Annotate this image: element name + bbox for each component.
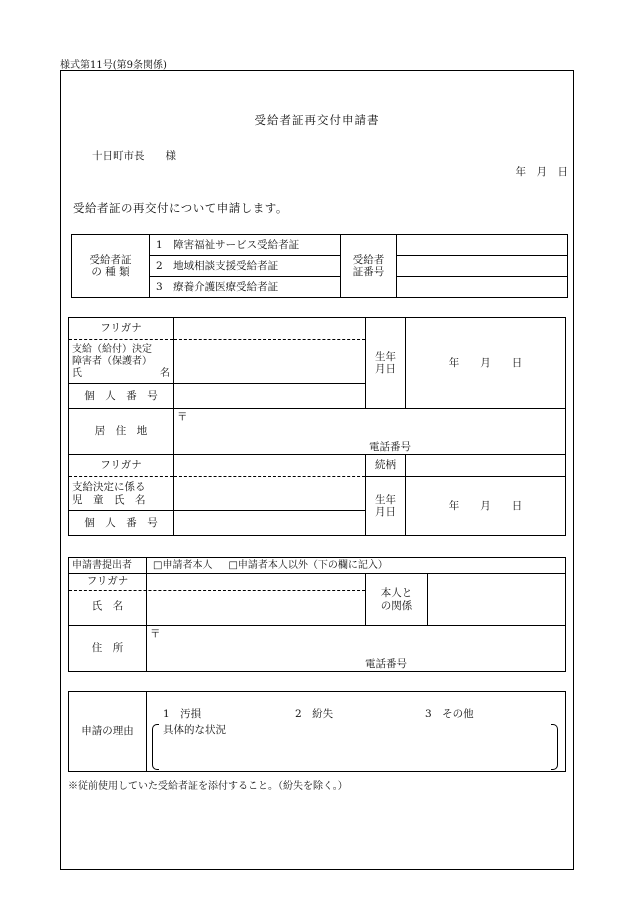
reason-table [68, 691, 566, 772]
child-name-line1: 支給決定に係る [72, 481, 146, 494]
cert-type-label [72, 235, 150, 298]
addressee: 十日町市長 様 [92, 150, 176, 162]
submitter-postal-mark: 〒 [150, 628, 161, 640]
cert-option-2: 2 地域相談支援受給者証 [150, 256, 341, 277]
child-birth-date-field[interactable]: 年 月 日 [406, 477, 566, 536]
applicant-name-line1: 支給（給付）決定 [72, 343, 152, 355]
submitter-phone-label: 電話番号 [365, 657, 407, 670]
cert-option-1: 1 障害福祉サービス受給者証 [150, 235, 341, 256]
personal-number-label: 個 人 番 号 [69, 384, 174, 409]
submitter-relation-field[interactable] [428, 574, 566, 626]
submitter-furigana-label: フリガナ [86, 575, 129, 587]
personal-number-field[interactable] [174, 384, 366, 409]
child-name-label [69, 477, 174, 511]
submitter-name-text: 氏 名 [91, 600, 124, 613]
submitter-address-label: 住 所 [69, 626, 147, 672]
option-self-checkbox[interactable]: □申請者本人 [153, 559, 213, 571]
reason-option-1[interactable]: 1 汚損 [163, 708, 202, 720]
submitter-relation-label [366, 574, 428, 626]
reason-option-3[interactable]: 3 その他 [425, 708, 474, 720]
submitter-options [147, 558, 566, 574]
birth-label [366, 318, 406, 409]
cert-number-label-line2: 証番号 [352, 266, 385, 278]
submitter-address-field[interactable] [147, 626, 566, 672]
child-furigana-field[interactable] [174, 455, 366, 477]
postal-mark: 〒 [177, 411, 188, 423]
submitter-label: 申請書提出者 [69, 558, 147, 574]
reason-detail-label: 具体的な状況 [163, 724, 226, 736]
cert-number-label [341, 235, 397, 298]
form-title: 受給者証再交付申請書 [254, 113, 380, 127]
furigana-field[interactable] [174, 318, 366, 340]
child-birth-label [366, 477, 406, 536]
child-birth-label-line2: 月日 [375, 506, 396, 518]
submitter-relation-line2: の関係 [380, 599, 413, 612]
applicant-table [68, 317, 566, 536]
reason-label: 申請の理由 [69, 692, 147, 772]
furigana-label: フリガナ [69, 318, 174, 340]
intro-text: 受給者証の再交付について申請します。 [73, 201, 288, 215]
applicant-name-field[interactable] [174, 340, 366, 384]
child-name-field[interactable] [174, 477, 366, 511]
cert-option-3: 3 療養介護医療受給者証 [150, 277, 341, 298]
child-personal-number-label: 個 人 番 号 [69, 511, 174, 536]
cert-number-label-line1: 受給者 [352, 253, 385, 266]
reason-option-2[interactable]: 2 紛失 [295, 708, 334, 720]
applicant-name-shi: 氏 [72, 367, 82, 379]
reason-field[interactable] [147, 692, 566, 772]
applicant-name-label [69, 340, 174, 384]
address-field[interactable] [174, 409, 566, 455]
option-other-checkbox[interactable]: □申請者本人以外（下の欄に記入） [228, 559, 388, 571]
cert-type-label-line2: の 種 類 [91, 266, 130, 278]
form-number: 様式第11号(第9条関係) [60, 60, 167, 71]
submitter-name-label [69, 574, 147, 626]
child-furigana-label: フリガナ [69, 455, 174, 477]
footnote: ※従前使用していた受給者証を添付すること。（紛失を除く。） [68, 781, 348, 792]
cert-number-field-2[interactable] [397, 256, 568, 277]
child-name-line2: 児 童 氏 名 [72, 493, 146, 506]
cert-number-field-1[interactable] [397, 235, 568, 256]
birth-label-line2: 月日 [375, 363, 396, 375]
phone-label: 電話番号 [369, 440, 411, 453]
relation-field[interactable] [406, 455, 566, 477]
submitter-table [68, 557, 566, 672]
date-line: 年 月 日 [515, 166, 568, 178]
cert-type-table [71, 234, 568, 298]
child-birth-label-line1: 生年 [375, 493, 396, 506]
submitter-name-field[interactable] [147, 574, 366, 626]
relation-label: 続柄 [366, 455, 406, 477]
child-personal-number-field[interactable] [174, 511, 366, 536]
cert-number-field-3[interactable] [397, 277, 568, 298]
cert-type-label-line1: 受給者証 [89, 253, 132, 266]
birth-date-field[interactable]: 年 月 日 [406, 318, 566, 409]
applicant-name-line2: 障害者（保護者） [72, 355, 152, 367]
detail-bracket-right [551, 724, 558, 770]
submitter-furigana-divider [69, 590, 365, 591]
applicant-name-line3 [72, 368, 170, 380]
submitter-relation-line1: 本人と [380, 587, 413, 600]
applicant-name-mei: 名 [160, 367, 170, 379]
detail-bracket-left [152, 724, 159, 770]
birth-label-line1: 生年 [375, 350, 396, 363]
address-label: 居 住 地 [69, 409, 174, 455]
